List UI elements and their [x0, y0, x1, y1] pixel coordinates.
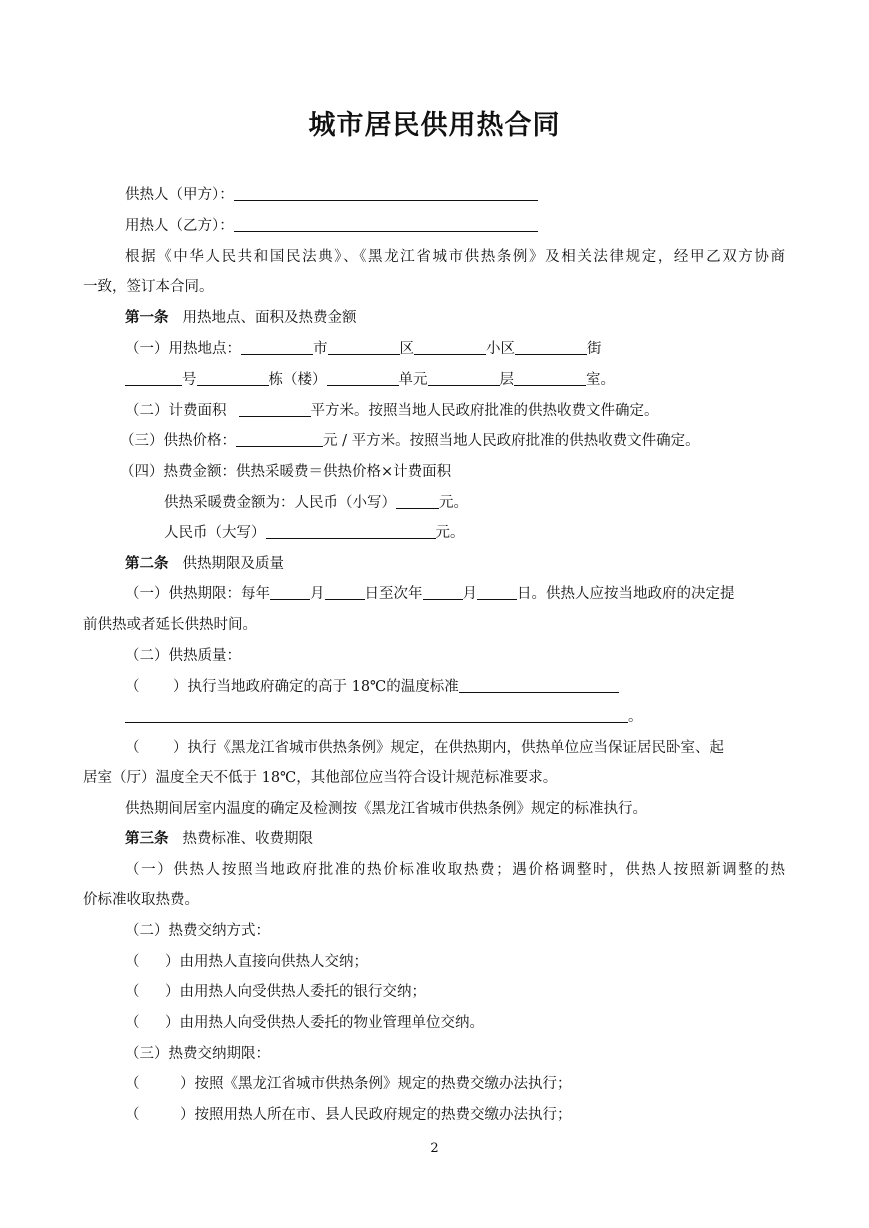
amount-big-blank[interactable] — [266, 523, 436, 539]
pay-method-3-text: ）由用热人向受供热人委托的物业管理单位交纳。 — [165, 1015, 484, 1031]
intro-line-2: 一致，签订本合同。 — [83, 279, 214, 295]
start-month-label: 月 — [310, 586, 325, 602]
price-prefix: （三）供热价格： — [120, 433, 236, 449]
floor-label: 层 — [499, 372, 514, 388]
checkbox-method-2[interactable] — [125, 982, 165, 1002]
area-line — [125, 401, 659, 421]
price-suffix: 元 / 平方米。按照当地人民政府批准的供热收费文件确定。 — [323, 433, 700, 449]
supplier-line — [125, 185, 538, 205]
amount-small-suffix: 元。 — [439, 495, 468, 511]
user-line — [125, 216, 538, 236]
period-line-2: 前供热或者延长供热时间。 — [83, 617, 257, 633]
street-label: 街 — [587, 341, 602, 357]
location-prefix: （一）用热地点： — [125, 341, 241, 357]
city-label: 市 — [313, 341, 328, 357]
open-paren: （ — [125, 1076, 140, 1092]
city-blank[interactable] — [241, 339, 313, 355]
article3-number: 第三条 — [125, 830, 169, 847]
amount-big-suffix: 元。 — [435, 525, 465, 541]
day-to-next-label: 日至次年 — [364, 586, 423, 602]
supplier-blank[interactable] — [234, 185, 538, 201]
page-number: 2 — [430, 1141, 439, 1156]
pay-method-1 — [125, 952, 368, 972]
amount-small-line — [164, 493, 468, 513]
checkbox-period-1[interactable] — [125, 1074, 180, 1094]
unit-label: 单元 — [398, 372, 428, 388]
building-blank[interactable] — [197, 370, 269, 386]
fee-standard-line-1: （一）供热人按照当地政府批准的热价标准收取热费；遇价格调整时，供热人按照新调整的热 — [125, 862, 785, 878]
unit-blank[interactable] — [327, 370, 399, 386]
fee-standard-line-2: 价标准收取热费。 — [83, 892, 199, 908]
quality-standard-blank[interactable] — [459, 677, 619, 693]
open-paren: （ — [125, 954, 140, 970]
article1-title: 用热地点、面积及热费金额 — [182, 310, 357, 326]
pay-period-1 — [125, 1074, 572, 1094]
open-paren: （ — [125, 1107, 140, 1123]
contract-title: 城市居民供用热合同 — [308, 110, 561, 141]
pay-period-1-text: ）按照《黑龙江省城市供热条例》规定的热费交缴办法执行； — [180, 1076, 572, 1092]
pay-period-label: （三）热费交纳期限： — [125, 1046, 270, 1062]
article2-title: 供热期限及质量 — [182, 556, 284, 572]
open-paren: （ — [125, 740, 140, 756]
period-prefix: （一）供热期限：每年 — [125, 586, 270, 602]
room-blank[interactable] — [514, 370, 586, 386]
quality-standard-blank-2[interactable] — [125, 707, 628, 723]
intro-line-1: 根据《中华人民共和国民法典》、《黑龙江省城市供热条例》及相关法律规定，经甲乙双方协商 — [125, 249, 785, 265]
article2-heading — [125, 554, 284, 574]
quality-option-2 — [125, 738, 724, 758]
open-paren: （ — [125, 1015, 140, 1031]
area-prefix: （二）计费面积 — [125, 403, 227, 419]
pay-method-3 — [125, 1013, 484, 1033]
area-suffix: 平方米。按照当地人民政府批准的供热收费文件确定。 — [310, 403, 659, 419]
article2-number: 第二条 — [125, 555, 169, 572]
pay-method-label: （二）热费交纳方式： — [125, 923, 270, 939]
supplier-label: 供热人（甲方）： — [125, 187, 234, 203]
room-label: 室。 — [586, 372, 615, 388]
quality-option-2-text: ）执行《黑龙江省城市供热条例》规定，在供热期内，供热单位应当保证居民卧室、起 — [173, 740, 724, 756]
quality-standard-line-2 — [125, 707, 643, 727]
end-month-blank[interactable] — [423, 584, 463, 600]
number-blank[interactable] — [125, 370, 182, 386]
amount-line: （四）热费金额：供热采暖费＝供热价格×计费面积 — [120, 464, 452, 480]
street-blank[interactable] — [515, 339, 587, 355]
amount-big-prefix: 人民币（大写） — [164, 525, 266, 541]
floor-blank[interactable] — [428, 370, 500, 386]
checkbox-method-3[interactable] — [125, 1013, 165, 1033]
article3-heading — [125, 829, 313, 849]
quality-option-1-text: ）执行当地政府确定的高于 18℃的温度标准 — [173, 679, 459, 695]
pay-method-2-text: ）由用热人向受供热人委托的银行交纳； — [165, 984, 426, 1000]
end-month-label: 月 — [462, 586, 477, 602]
measure-line: 供热期间居室内温度的确定及检测按《黑龙江省城市供热条例》规定的标准执行。 — [125, 801, 647, 817]
building-label: 栋（楼） — [268, 372, 327, 388]
location-line-2 — [125, 370, 615, 390]
district-blank[interactable] — [328, 339, 400, 355]
end-day-blank[interactable] — [477, 584, 517, 600]
checkbox-quality-1[interactable] — [125, 677, 173, 697]
open-paren: （ — [125, 984, 140, 1000]
amount-small-blank[interactable] — [396, 493, 439, 509]
area-blank[interactable] — [239, 401, 311, 417]
checkbox-period-2[interactable] — [125, 1105, 180, 1125]
period-suffix: 日。供热人应按当地政府的决定提 — [517, 586, 735, 602]
location-line-1 — [125, 339, 602, 359]
community-label: 小区 — [486, 341, 515, 357]
user-label: 用热人（乙方）： — [125, 218, 234, 234]
price-line — [120, 431, 700, 451]
pay-method-2 — [125, 982, 426, 1002]
pay-period-2 — [125, 1105, 572, 1125]
article1-number: 第一条 — [125, 309, 169, 326]
quality-option-1 — [125, 677, 619, 697]
price-blank[interactable] — [236, 431, 323, 447]
article3-title: 热费标准、收费期限 — [182, 831, 313, 847]
start-day-blank[interactable] — [325, 584, 365, 600]
quality-option-2-line-2: 居室（厅）温度全天不低于 18℃，其他部位应当符合设计规范标准要求。 — [83, 770, 558, 786]
quality-label: （二）供热质量： — [125, 648, 241, 664]
period-end: 。 — [628, 709, 643, 725]
pay-method-1-text: ）由用热人直接向供热人交纳； — [165, 954, 368, 970]
user-blank[interactable] — [234, 216, 538, 232]
community-blank[interactable] — [414, 339, 486, 355]
checkbox-quality-2[interactable] — [125, 738, 173, 758]
start-month-blank[interactable] — [270, 584, 310, 600]
pay-period-2-text: ）按照用热人所在市、县人民政府规定的热费交缴办法执行； — [180, 1107, 572, 1123]
amount-big-line — [164, 523, 465, 543]
checkbox-method-1[interactable] — [125, 952, 165, 972]
open-paren: （ — [125, 679, 140, 695]
period-line-1 — [125, 584, 735, 604]
article1-heading — [125, 308, 357, 328]
amount-small-prefix: 供热采暖费金额为：人民币（小写） — [164, 495, 396, 511]
district-label: 区 — [399, 341, 414, 357]
number-label: 号 — [182, 372, 197, 388]
